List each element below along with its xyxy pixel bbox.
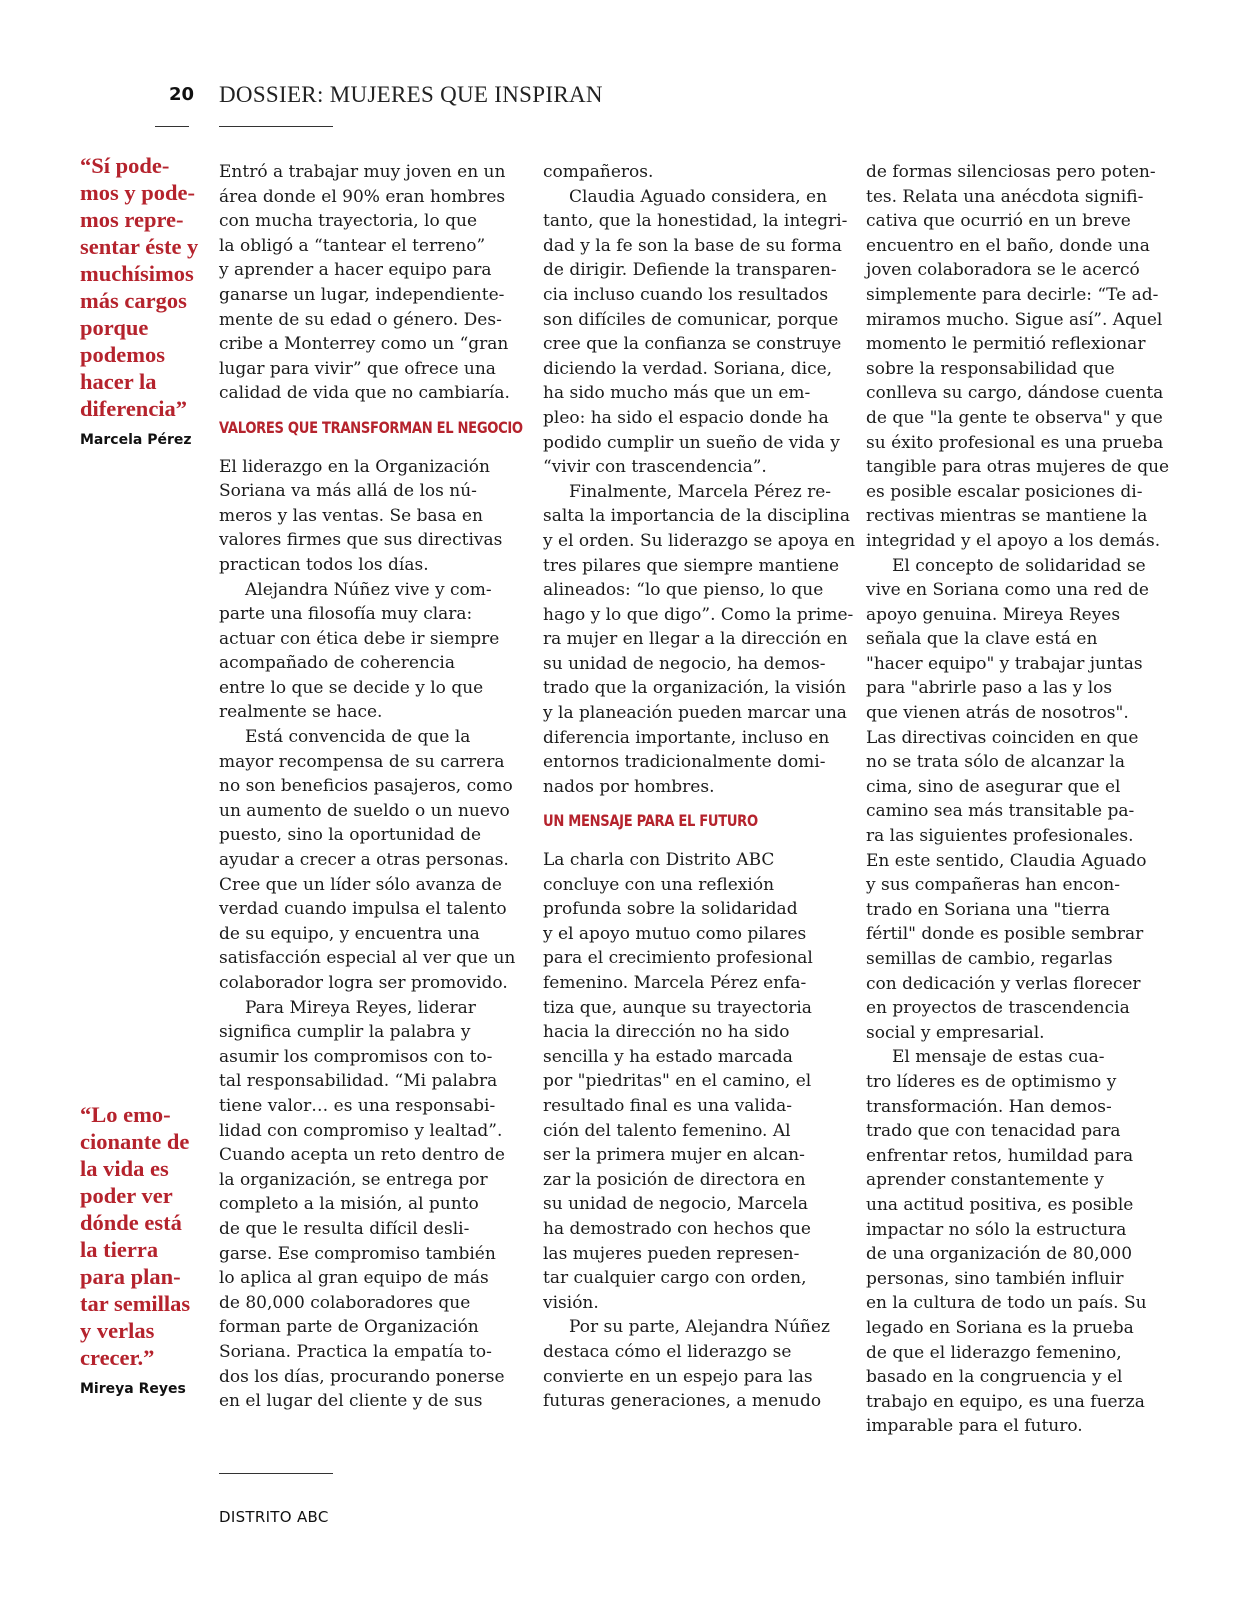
text-line: tres pilares que siempre mantiene xyxy=(543,555,840,576)
text-line: convierte en un espejo para las xyxy=(543,1366,813,1387)
text-line: ra mujer en llegar a la dirección en xyxy=(543,629,848,650)
text-line: personas, sino también influir xyxy=(866,1268,1124,1289)
text-line: imparable para el futuro. xyxy=(866,1416,1083,1437)
text-line: ha demostrado con hechos que xyxy=(543,1218,811,1239)
text-line: salta la importancia de la disciplina xyxy=(543,506,851,527)
text-line: valores firmes que sus directivas xyxy=(219,530,503,551)
text-line: alineados: “lo que pienso, lo que xyxy=(543,580,824,601)
text-line: la obligó a “tantear el terreno” xyxy=(219,235,486,256)
text-line: Por su parte, Alejandra Núñez xyxy=(569,1317,830,1338)
text-line: El concepto de solidaridad se xyxy=(892,555,1146,576)
article-column-2 xyxy=(543,160,856,1414)
text-line: ayudar a crecer a otras personas. xyxy=(219,850,509,871)
text-line: no son beneficios pasajeros, como xyxy=(219,776,513,797)
text-line: para "abrirle paso a las y los xyxy=(866,678,1113,699)
page-number-rule xyxy=(155,126,189,127)
text-line: Claudia Aguado considera, en xyxy=(569,186,828,207)
pullquote-line: “Sí pode- xyxy=(80,153,170,178)
text-line: compañeros. xyxy=(543,162,654,182)
paragraph xyxy=(866,1045,1166,1439)
pullquote-line: la tierra xyxy=(80,1237,159,1262)
page-number: 20 xyxy=(169,84,195,105)
text-line: basado en la congruencia y el xyxy=(866,1367,1123,1388)
text-line: El mensaje de estas cua- xyxy=(892,1047,1105,1068)
text-line: no se trata sólo de alcanzar la xyxy=(866,752,1125,773)
text-line: ción del talento femenino. Al xyxy=(543,1120,791,1141)
pullquote-line: hacer la xyxy=(80,369,157,394)
text-line: simplemente para decirle: “Te ad- xyxy=(866,284,1159,305)
text-line: y la planeación pueden marcar una xyxy=(543,703,847,724)
text-line: legado en Soriana es la prueba xyxy=(866,1317,1134,1338)
text-line: Está convencida de que la xyxy=(245,727,471,748)
text-line: enfrentar retos, humildad para xyxy=(866,1145,1134,1166)
text-line: por "piedritas" en el camino, el xyxy=(543,1071,812,1092)
text-line: un aumento de sueldo o un nuevo xyxy=(219,800,510,821)
paragraph xyxy=(543,160,843,185)
pullquote-line: cionante de xyxy=(80,1129,190,1154)
text-line: tiza que, aunque su trayectoria xyxy=(543,997,812,1018)
text-line: tal responsabilidad. “Mi palabra xyxy=(219,1071,498,1092)
text-line: femenino. Marcela Pérez enfa- xyxy=(543,973,807,993)
text-line: asumir los compromisos con to- xyxy=(219,1046,493,1067)
text-line: integridad y el apoyo a los demás. xyxy=(866,530,1161,551)
pullquote-1-author: Marcela Pérez xyxy=(80,432,192,448)
text-line: su éxito profesional es una prueba xyxy=(866,432,1164,453)
text-line: podido cumplir un sueño de vida y xyxy=(543,432,840,453)
text-line: pleo: ha sido el espacio donde ha xyxy=(543,407,829,428)
text-line: encuentro en el baño, donde una xyxy=(866,235,1150,256)
text-line: su unidad de negocio, Marcela xyxy=(543,1194,809,1215)
text-line: de dirigir. Defiende la transparen- xyxy=(543,260,837,281)
text-line: tangible para otras mujeres de que xyxy=(866,457,1170,478)
text-line: Alejandra Núñez vive y com- xyxy=(245,579,492,600)
text-line: de formas silenciosas pero poten- xyxy=(866,162,1156,182)
text-line: mayor recompensa de su carrera xyxy=(219,751,505,772)
text-line: visión. xyxy=(543,1292,599,1313)
text-line: en proyectos de trascendencia xyxy=(866,998,1130,1019)
text-line: practican todos los días. xyxy=(219,554,429,575)
text-line: parte una filosofía muy clara: xyxy=(219,604,473,625)
text-line: entornos tradicionalmente domi- xyxy=(543,752,826,773)
text-line: impactar no sólo la estructura xyxy=(866,1219,1127,1240)
pullquote-line: tar semillas xyxy=(80,1291,191,1316)
text-line: tes. Relata una anécdota signifi- xyxy=(866,186,1144,207)
pullquote-line: “Lo emo- xyxy=(80,1102,171,1127)
paragraph xyxy=(219,996,519,1414)
text-line: calidad de vida que no cambiaría. xyxy=(219,383,510,404)
text-line: tiene valor… es una responsabi- xyxy=(219,1095,496,1116)
text-line: mente de su edad o género. Des- xyxy=(219,309,502,330)
paragraph xyxy=(543,1315,843,1413)
text-line: satisfacción especial al ver que un xyxy=(219,948,516,969)
text-line: completo a la misión, al punto xyxy=(219,1194,479,1215)
text-line: Entró a trabajar muy joven en un xyxy=(219,162,506,182)
text-line: tro líderes es de optimismo y xyxy=(866,1071,1117,1092)
text-line: profunda sobre la solidaridad xyxy=(543,899,798,920)
section-heading: UN MENSAJE PARA EL FUTURO xyxy=(543,811,758,831)
text-line: fértil" donde es posible sembrar xyxy=(866,924,1144,945)
text-line: miramos mucho. Sigue así”. Aquel xyxy=(866,309,1163,330)
text-line: nados por hombres. xyxy=(543,776,715,797)
pullquote-line: diferencia” xyxy=(80,396,188,421)
text-line: ser la primera mujer en alcan- xyxy=(543,1145,805,1166)
paragraph xyxy=(866,554,1166,1046)
text-line: acompañado de coherencia xyxy=(219,653,455,674)
text-line: es posible escalar posiciones di- xyxy=(866,481,1143,502)
section-title-rule xyxy=(219,126,333,127)
text-line: trado que con tenacidad para xyxy=(866,1121,1121,1142)
pullquote-2-author: Mireya Reyes xyxy=(80,1381,186,1397)
text-line: de que el liderazgo femenino, xyxy=(866,1342,1122,1363)
text-line: resultado final es una valida- xyxy=(543,1095,793,1116)
text-line: para el crecimiento profesional xyxy=(543,948,813,969)
pullquote-line: crecer.” xyxy=(80,1345,155,1370)
text-line: trabajo en equipo, es una fuerza xyxy=(866,1391,1145,1412)
text-line: Finalmente, Marcela Pérez re- xyxy=(569,481,832,502)
text-line: la organización, se entrega por xyxy=(219,1169,488,1190)
text-line: cima, sino de asegurar que el xyxy=(866,776,1121,797)
text-line: una actitud positiva, es posible xyxy=(866,1194,1134,1215)
text-line: momento le permitió reflexionar xyxy=(866,334,1146,355)
text-line: diferencia importante, incluso en xyxy=(543,727,830,748)
text-line: de 80,000 colaboradores que xyxy=(219,1292,471,1313)
text-line: En este sentido, Claudia Aguado xyxy=(866,850,1147,871)
text-line: Soriana va más allá de los nú- xyxy=(219,481,477,502)
text-line: lidad con compromiso y lealtad”. xyxy=(219,1120,503,1141)
text-line: dad y la fe son la base de su forma xyxy=(543,235,842,256)
text-line: las mujeres pueden represen- xyxy=(543,1243,800,1264)
paragraph xyxy=(543,480,856,800)
text-line: son difíciles de comunicar, porque xyxy=(543,309,839,330)
text-line: Las directivas coinciden en que xyxy=(866,727,1139,748)
text-line: destaca cómo el liderazgo se xyxy=(543,1341,792,1362)
paragraph xyxy=(543,848,843,1315)
pullquote-line: la vida es xyxy=(80,1156,169,1181)
text-line: verdad cuando impulsa el talento xyxy=(219,899,507,920)
text-line: entre lo que se decide y lo que xyxy=(219,677,484,698)
pullquote-line: dónde está xyxy=(80,1210,182,1235)
footer-rule xyxy=(219,1473,333,1474)
pullquote-line: porque xyxy=(80,315,149,340)
text-line: hago y lo que digo”. Como la prime- xyxy=(543,604,854,625)
pullquote-1 xyxy=(80,152,200,422)
text-line: social y empresarial. xyxy=(866,1022,1045,1043)
text-line: La charla con Distrito ABC xyxy=(543,850,775,871)
pullquote-line: sentar éste y xyxy=(80,234,199,259)
text-line: meros y las ventas. Se basa en xyxy=(219,505,483,526)
text-line: lo aplica al gran equipo de más xyxy=(219,1268,489,1289)
text-line: Cuando acepta un reto dentro de xyxy=(219,1145,505,1166)
text-line: forman parte de Organización xyxy=(219,1317,479,1338)
paragraph xyxy=(219,455,519,578)
text-line: cia incluso cuando los resultados xyxy=(543,284,829,305)
text-line: que vienen atrás de nosotros". xyxy=(866,703,1129,724)
text-line: garse. Ese compromiso también xyxy=(219,1243,496,1264)
text-line: con dedicación y verlas florecer xyxy=(866,973,1141,994)
text-line: área donde el 90% eran hombres xyxy=(219,186,506,207)
pullquote-line: más cargos xyxy=(80,288,187,313)
paragraph xyxy=(219,725,519,996)
text-line: cativa que ocurrió en un breve xyxy=(866,211,1131,232)
text-line: de que "la gente te observa" y que xyxy=(866,407,1163,428)
text-line: apoyo genuina. Mireya Reyes xyxy=(866,604,1121,625)
text-line: en la cultura de todo un país. Su xyxy=(866,1293,1147,1314)
pullquote-line: podemos xyxy=(80,342,166,367)
text-line: aprender constantemente y xyxy=(866,1170,1104,1191)
text-line: Cree que un líder sólo avanza de xyxy=(219,874,502,895)
text-line: actuar con ética debe ir siempre xyxy=(219,628,500,649)
text-line: camino sea más transitable pa- xyxy=(866,801,1135,822)
text-line: ra las siguientes profesionales. xyxy=(866,826,1134,847)
text-line: cribe a Monterrey como un “gran xyxy=(219,334,509,355)
paragraph xyxy=(219,578,519,726)
text-line: ganarse un lugar, independiente- xyxy=(219,284,505,305)
section-title: DOSSIER: MUJERES QUE INSPIRAN xyxy=(219,82,603,107)
pullquote-line: muchísimos xyxy=(80,261,194,286)
text-line: puesto, sino la oportunidad de xyxy=(219,825,482,846)
text-line: y sus compañeras han encon- xyxy=(866,875,1120,896)
text-line: realmente se hace. xyxy=(219,702,383,723)
text-line: transformación. Han demos- xyxy=(866,1096,1112,1117)
text-line: El liderazgo en la Organización xyxy=(219,456,490,477)
text-line: tar cualquier cargo con orden, xyxy=(543,1268,807,1289)
text-line: colaborador logra ser promovido. xyxy=(219,973,508,993)
text-line: Soriana. Practica la empatía to- xyxy=(219,1341,492,1362)
publication-name: DISTRITO ABC xyxy=(219,1508,329,1526)
text-line: futuras generaciones, a menudo xyxy=(543,1391,822,1412)
pullquote-line: mos y pode- xyxy=(80,180,196,205)
pullquote-line: para plan- xyxy=(80,1264,181,1289)
text-line: Para Mireya Reyes, liderar xyxy=(245,997,476,1018)
article-column-1 xyxy=(219,160,523,1414)
text-line: significa cumplir la palabra y xyxy=(219,1022,471,1043)
text-line: tanto, que la honestidad, la integri- xyxy=(543,211,848,232)
pullquote-line: y verlas xyxy=(80,1318,155,1343)
paragraph xyxy=(866,160,1170,554)
text-line: su unidad de negocio, ha demos- xyxy=(543,653,826,674)
text-line: sencilla y ha estado marcada xyxy=(543,1046,793,1067)
text-line: señala que la clave está en xyxy=(866,629,1098,650)
paragraph xyxy=(543,185,848,480)
text-line: semillas de cambio, regarlas xyxy=(866,949,1113,969)
section-heading: VALORES QUE TRANSFORMAN EL NEGOCIO xyxy=(219,417,523,437)
text-line: sobre la responsabilidad que xyxy=(866,358,1115,379)
text-line: cree que la confianza se construye xyxy=(543,334,842,355)
text-line: rectivas mientras se mantiene la xyxy=(866,506,1148,527)
text-line: con mucha trayectoria, lo que xyxy=(219,211,478,232)
text-line: "hacer equipo" y trabajar juntas xyxy=(866,653,1143,674)
text-line: concluye con una reflexión xyxy=(543,874,775,895)
text-line: de que le resulta difícil desli- xyxy=(219,1218,470,1239)
text-line: “vivir con trascendencia”. xyxy=(543,457,767,478)
text-line: lugar para vivir” que ofrece una xyxy=(219,358,496,379)
text-line: de su equipo, y encuentra una xyxy=(219,923,480,944)
pullquote-line: poder ver xyxy=(80,1183,173,1208)
text-line: en el lugar del cliente y de sus xyxy=(219,1391,483,1412)
text-line: y el apoyo mutuo como pilares xyxy=(543,923,807,944)
paragraph xyxy=(219,160,519,406)
text-line: hacia la dirección no ha sido xyxy=(543,1022,790,1043)
text-line: zar la posición de directora en xyxy=(543,1169,806,1190)
text-line: diciendo la verdad. Soriana, dice, xyxy=(543,358,833,379)
text-line: conlleva su cargo, dándose cuenta xyxy=(866,383,1164,404)
pullquote-2 xyxy=(80,1101,200,1371)
text-line: de una organización de 80,000 xyxy=(866,1244,1133,1265)
text-line: dos los días, procurando ponerse xyxy=(219,1366,505,1387)
text-line: joven colaboradora se le acercó xyxy=(866,260,1140,281)
text-line: y aprender a hacer equipo para xyxy=(219,260,492,281)
text-line: ha sido mucho más que un em- xyxy=(543,383,811,404)
text-line: trado en Soriana una "tierra xyxy=(866,899,1111,920)
text-line: trado que la organización, la visión xyxy=(543,678,847,699)
text-line: vive en Soriana como una red de xyxy=(866,580,1149,601)
text-line: y el orden. Su liderazgo se apoya en xyxy=(543,530,856,551)
pullquote-line: mos repre- xyxy=(80,207,184,232)
article-column-3 xyxy=(866,160,1170,1439)
